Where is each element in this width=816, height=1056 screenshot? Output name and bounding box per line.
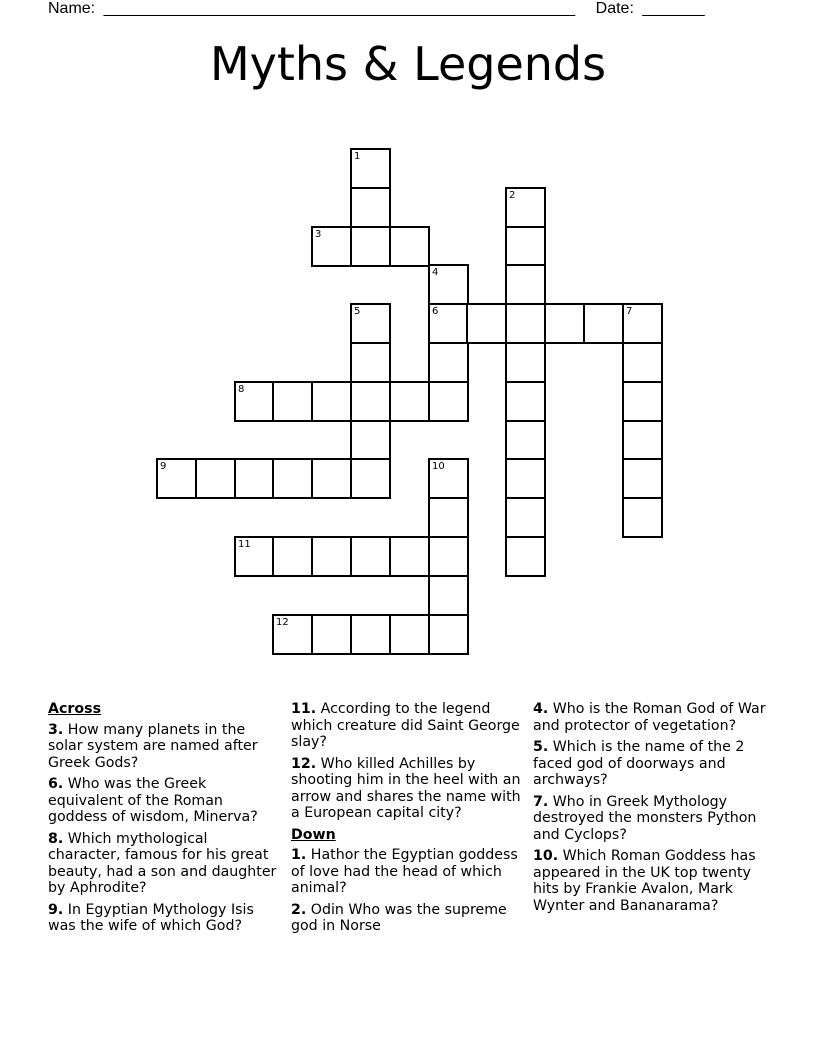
clue-text: In Egyptian Mythology Isis was the wife of which God? — [48, 901, 254, 934]
clue-text: Hathor the Egyptian goddess of love had the head of which animal? — [291, 847, 518, 896]
grid-cell[interactable] — [583, 303, 624, 344]
clue-number: 1. — [291, 847, 307, 863]
grid-cell[interactable] — [156, 458, 197, 499]
grid-cell[interactable] — [505, 497, 546, 538]
grid-cell[interactable] — [389, 226, 430, 267]
clue-down-2 — [291, 902, 527, 935]
clue-down-7 — [533, 794, 773, 844]
grid-cell[interactable] — [505, 381, 546, 422]
grid-cell[interactable] — [505, 187, 546, 228]
clue-text: Who was the Greek equivalent of the Roman goddess of wisdom, Minerva? — [48, 776, 258, 825]
cell-number: 9 — [160, 461, 167, 472]
across-heading: Across — [48, 701, 102, 717]
clue-number: 11. — [291, 701, 317, 717]
clue-number: 9. — [48, 901, 64, 918]
grid-cell[interactable] — [505, 342, 546, 383]
grid-cell[interactable] — [505, 458, 546, 499]
grid-cell[interactable] — [350, 614, 391, 655]
clue-text: Who killed Achilles by shooting him in the heel with an arrow and shares the name with a European capital city? — [291, 755, 521, 821]
grid-cell[interactable] — [234, 536, 275, 577]
date-label: Date: — [595, 0, 634, 17]
grid-cell[interactable] — [428, 342, 469, 383]
grid-cell[interactable] — [505, 264, 546, 305]
grid-cell[interactable] — [428, 303, 469, 344]
grid-cell[interactable] — [428, 614, 469, 655]
clue-number: 4. — [533, 701, 549, 717]
clue-text: Who in Greek Mythology destroyed the monsters Python and Cyclops? — [533, 793, 757, 843]
date-field[interactable]: _______ — [642, 0, 705, 17]
grid-cell[interactable] — [350, 458, 391, 499]
clue-across-11 — [291, 701, 527, 751]
cell-number: 3 — [315, 229, 322, 240]
grid-cell[interactable] — [350, 187, 391, 228]
clue-down-1 — [291, 847, 527, 897]
clue-across-9 — [48, 902, 280, 935]
grid-cell[interactable] — [505, 536, 546, 577]
down-heading: Down — [291, 826, 336, 843]
cell-number: 12 — [276, 617, 289, 628]
name-label: Name: — [48, 0, 96, 17]
grid-cell[interactable] — [350, 536, 391, 577]
grid-cell[interactable] — [428, 536, 469, 577]
grid-cell[interactable] — [311, 381, 352, 422]
grid-cell[interactable] — [350, 148, 391, 189]
clue-across-8 — [48, 831, 280, 897]
grid-cell[interactable] — [272, 458, 313, 499]
grid-cell[interactable] — [622, 303, 663, 344]
cell-number: 11 — [238, 539, 251, 550]
grid-cell[interactable] — [311, 614, 352, 655]
clue-text: Who is the Roman God of War and protector of vegetation? — [533, 701, 766, 734]
clue-text: Which Roman Goddess has appeared in the UK top twenty hits by Frankie Avalon, Mark Wynter and Bananarama? — [533, 848, 756, 914]
grid-cell[interactable] — [505, 303, 546, 344]
clue-across-6 — [48, 776, 280, 826]
clue-down-4 — [533, 701, 773, 734]
grid-cell[interactable] — [311, 226, 352, 267]
grid-cell[interactable] — [428, 497, 469, 538]
grid-cell[interactable] — [272, 536, 313, 577]
cell-number: 4 — [432, 267, 439, 278]
grid-cell[interactable] — [311, 536, 352, 577]
grid-cell[interactable] — [350, 342, 391, 383]
clue-number: 8. — [48, 830, 64, 847]
grid-cell[interactable] — [428, 264, 469, 305]
clue-number: 2. — [291, 901, 307, 918]
grid-cell[interactable] — [428, 381, 469, 422]
name-field[interactable]: _____________________________________________________ — [103, 0, 576, 17]
clue-across-3 — [48, 722, 280, 772]
clue-text: Odin Who was the supreme god in Norse — [291, 901, 507, 934]
clue-number: 5. — [533, 739, 549, 755]
grid-cell[interactable] — [466, 303, 507, 344]
cell-number: 1 — [354, 151, 361, 162]
grid-cell[interactable] — [389, 614, 430, 655]
grid-cell[interactable] — [505, 226, 546, 267]
grid-cell[interactable] — [622, 381, 663, 422]
grid-cell[interactable] — [350, 420, 391, 461]
grid-cell[interactable] — [622, 342, 663, 383]
grid-cell[interactable] — [272, 381, 313, 422]
clue-down-5 — [533, 739, 773, 789]
cell-number: 8 — [238, 384, 245, 395]
grid-cell[interactable] — [505, 420, 546, 461]
grid-cell[interactable] — [350, 381, 391, 422]
clues-column-2 — [291, 701, 527, 940]
grid-cell[interactable] — [195, 458, 236, 499]
grid-cell[interactable] — [234, 458, 275, 499]
page-title: Myths & Legends — [209, 37, 607, 91]
clue-number: 6. — [48, 776, 64, 792]
cell-number: 10 — [432, 461, 445, 472]
clue-number: 7. — [533, 793, 549, 810]
clue-text: Which is the name of the 2 faced god of doorways and archways? — [533, 739, 745, 788]
cell-number: 2 — [509, 190, 516, 201]
grid-cell[interactable] — [622, 420, 663, 461]
grid-cell[interactable] — [272, 614, 313, 655]
clue-text: How many planets in the solar system are named after Greek Gods? — [48, 721, 258, 771]
clue-number: 10. — [533, 848, 559, 864]
grid-cell[interactable] — [622, 458, 663, 499]
grid-cell[interactable] — [428, 575, 469, 616]
grid-cell[interactable] — [544, 303, 585, 344]
clue-number: 3. — [48, 721, 64, 738]
grid-cell[interactable] — [622, 497, 663, 538]
clue-down-10 — [533, 848, 773, 914]
grid-cell[interactable] — [350, 226, 391, 267]
clue-text: According to the legend which creature did Saint George slay? — [291, 701, 520, 750]
cell-number: 7 — [626, 306, 633, 317]
grid-cell[interactable] — [389, 381, 430, 422]
grid-cell[interactable] — [234, 381, 275, 422]
clue-number: 12. — [291, 755, 317, 772]
grid-cell[interactable] — [428, 458, 469, 499]
clue-across-12 — [291, 756, 527, 822]
grid-cell[interactable] — [311, 458, 352, 499]
clues-column-3 — [533, 701, 773, 919]
grid-cell[interactable] — [389, 536, 430, 577]
clues-column-1 — [48, 701, 280, 940]
clue-text: Which mythological character, famous for his great beauty, had a son and daughter by Aphrodite? — [48, 830, 277, 896]
cell-number: 6 — [432, 306, 439, 317]
cell-number: 5 — [354, 306, 361, 317]
grid-cell[interactable] — [350, 303, 391, 344]
